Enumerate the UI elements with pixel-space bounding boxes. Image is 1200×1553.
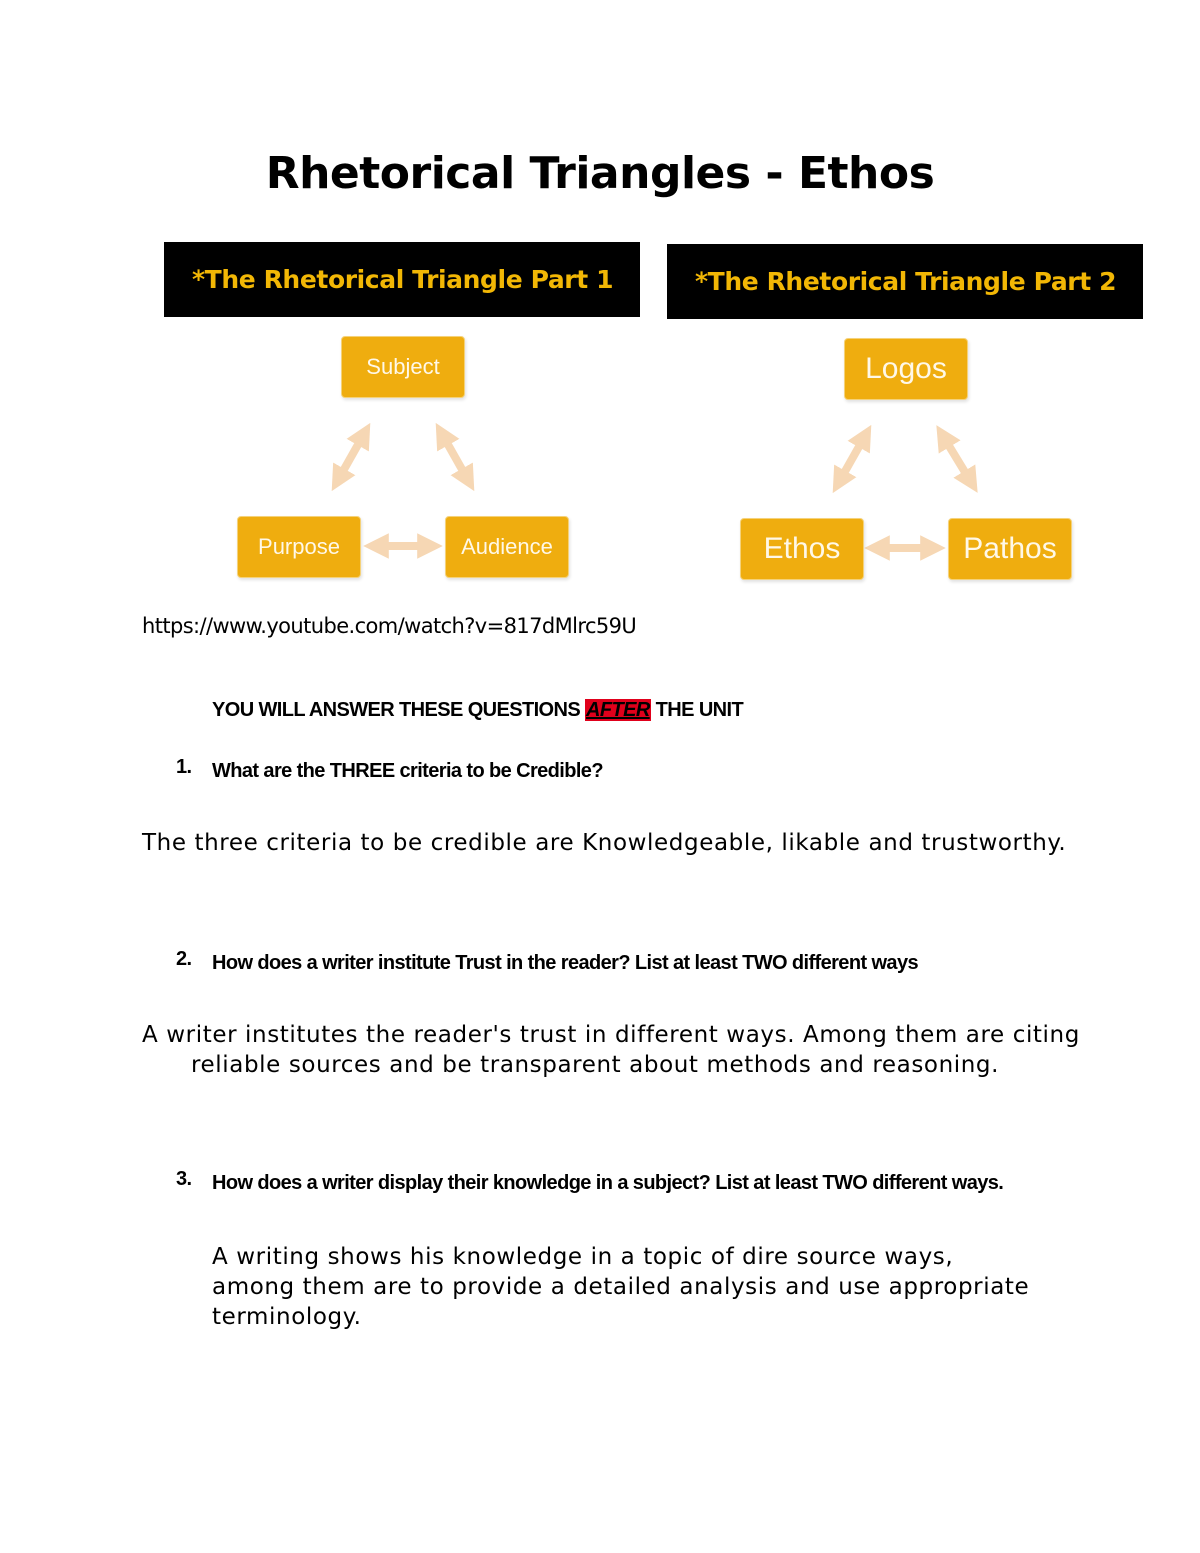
- answer-text: A writer institutes the reader's trust in different ways. Among them are citing reliable sources and be transparent about methods and reasoning.: [142, 1022, 1080, 1078]
- rhetorical-triangle-diagram-part-2: [667, 244, 1143, 589]
- arrow-logos-pathos: [943, 436, 971, 482]
- node-ethos: Ethos: [740, 518, 864, 580]
- diagram-part-1-banner: *The Rhetorical Triangle Part 1: [164, 242, 640, 317]
- node-subject: Subject: [341, 336, 465, 398]
- diagram-part-2-banner: *The Rhetorical Triangle Part 2: [667, 244, 1143, 319]
- question-text: What are the THREE criteria to be Credible?: [212, 760, 603, 782]
- page-title: Rhetorical Triangles - Ethos: [265, 148, 935, 199]
- instruction-before: YOU WILL ANSWER THESE QUESTIONS: [212, 699, 586, 721]
- node-logos: Logos: [844, 338, 968, 400]
- instruction-highlight-after: AFTER: [586, 699, 650, 721]
- arrow-subject-purpose: [338, 434, 364, 480]
- question-number: 2.: [176, 948, 192, 970]
- question-text: How does a writer institute Trust in the reader? List at least TWO different ways: [212, 952, 918, 974]
- question-text: How does a writer display their knowledge in a subject? List at least TWO different ways.: [212, 1172, 1004, 1194]
- node-audience: Audience: [445, 516, 569, 578]
- node-purpose: Purpose: [237, 516, 361, 578]
- arrow-subject-audience: [442, 434, 468, 480]
- question-number: 1.: [176, 756, 192, 778]
- arrow-logos-ethos: [839, 436, 865, 482]
- instruction-after: THE UNIT: [650, 699, 744, 721]
- instruction-line: [212, 699, 743, 722]
- video-link[interactable]: https://www.youtube.com/watch?v=817dMlrc59U: [142, 614, 637, 638]
- answer-text: A writing shows his knowledge in a topic of dire source ways, among them are to provide a detailed analysis and use appropriate terminology.: [212, 1244, 1030, 1330]
- answer-text: The three criteria to be credible are Knowledgeable, likable and trustworthy.: [142, 830, 1067, 856]
- rhetorical-triangle-diagram-part-1: [164, 242, 640, 587]
- node-pathos: Pathos: [948, 518, 1072, 580]
- question-number: 3.: [176, 1168, 192, 1190]
